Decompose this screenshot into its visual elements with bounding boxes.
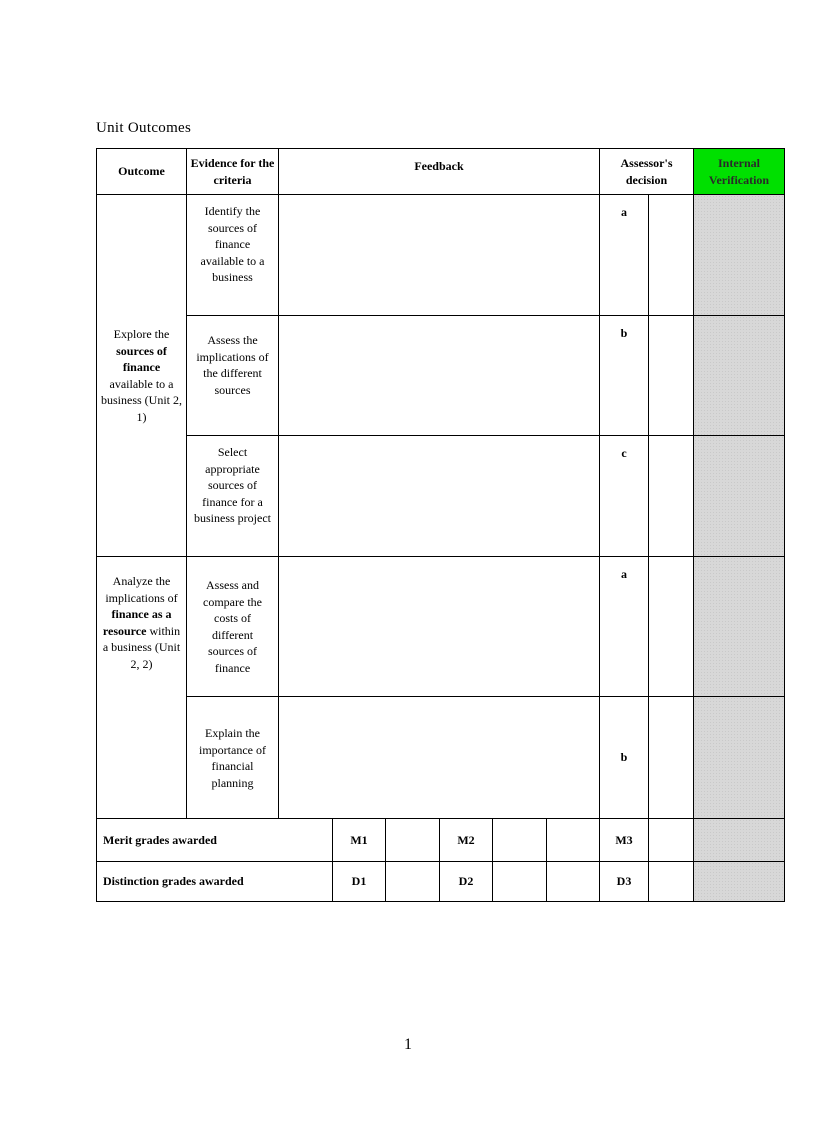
decision-field[interactable] [649,557,694,697]
grade-field[interactable] [493,862,547,901]
grade-field[interactable] [386,819,440,861]
section-title: Unit Outcomes [96,120,192,136]
verification-field [694,557,785,697]
verification-field [694,436,785,557]
verification-field [694,862,785,902]
outcome-cell-2 [96,557,187,819]
outcome-1-text-bold: sources of finance [116,343,167,374]
grade-code: M2 [440,819,493,861]
grade-field[interactable] [649,819,694,862]
outcome-cell-1 [96,195,187,557]
outcome-2-text-start: Analyze the implications of [105,574,178,605]
grade-field[interactable] [649,862,694,902]
grade-field[interactable] [386,862,440,901]
decision-field[interactable] [649,316,694,436]
verification-field [694,316,785,436]
grade-code: D3 [600,862,649,902]
header-internal-verification: Internal Verification [694,148,785,195]
verification-field [694,195,785,316]
criterion-cell: Explain the importance of financial planning [187,697,279,819]
header-assessor-decision: Assessor's decision [600,148,694,195]
decision-field[interactable] [649,697,694,819]
unit-outcomes-table [96,148,770,902]
feedback-field[interactable] [279,436,600,557]
page-number: 1 [404,1036,412,1053]
outcome-1-text-start: Explore the [113,327,170,341]
criterion-cell: Identify the sources of finance available to a business [187,195,279,316]
outcome-2-text-end: within a business (Unit 2, 2) [102,623,181,671]
distinction-grades-label: Distinction grades awarded [96,862,333,902]
grade-field[interactable] [547,819,600,862]
feedback-field[interactable] [279,195,600,316]
verification-field [694,697,785,819]
criterion-letter: a [600,195,649,316]
grade-code: D2 [440,862,493,901]
decision-field[interactable] [649,195,694,316]
grade-code: D1 [333,862,386,901]
header-evidence: Evidence for the criteria [187,148,279,195]
feedback-field[interactable] [279,557,600,697]
merit-grades-values [333,819,547,862]
outcome-2-text-bold: finance as a resource [102,607,172,638]
grade-code: M1 [333,819,386,861]
feedback-field[interactable] [279,316,600,436]
grade-field[interactable] [547,862,600,902]
decision-field[interactable] [649,436,694,557]
criterion-letter: b [600,316,649,436]
criterion-letter: a [600,557,649,697]
criterion-cell: Select appropriate sources of finance for a business project [187,436,279,557]
criterion-letter: c [600,436,649,557]
merit-grades-label: Merit grades awarded [96,819,333,862]
header-outcome: Outcome [96,148,187,195]
grade-field[interactable] [493,819,547,861]
feedback-field[interactable] [279,697,600,819]
grade-code: M3 [600,819,649,862]
criterion-cell: Assess the implications of the different sources [187,316,279,436]
criterion-cell: Assess and compare the costs of different sources of finance [187,557,279,697]
criterion-letter: b [600,697,649,819]
header-feedback: Feedback [279,148,600,195]
verification-field [694,819,785,862]
distinction-grades-values [333,862,547,902]
outcome-1-text-end: available to a business (Unit 2, 1) [101,376,182,424]
